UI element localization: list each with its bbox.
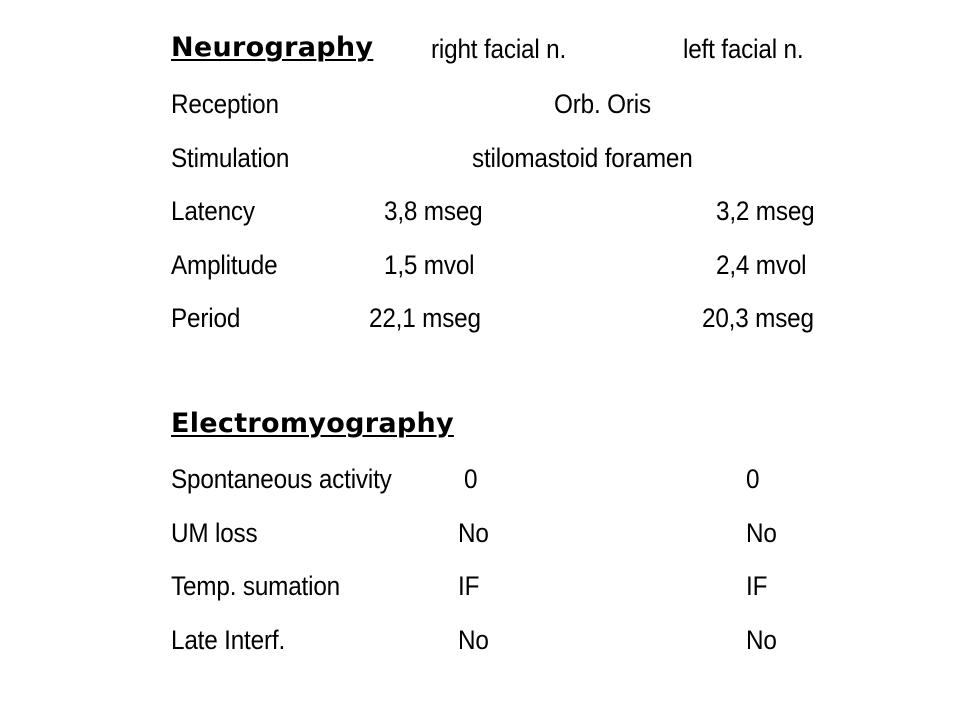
- um-loss-left-value: No: [746, 518, 777, 548]
- amplitude-label: Amplitude: [171, 250, 278, 280]
- column-header-right-facial: right facial n.: [431, 34, 567, 64]
- period-right-value: 22,1 mseg: [369, 303, 481, 333]
- spontaneous-activity-left-value: 0: [746, 464, 760, 494]
- late-interf-left-value: No: [746, 625, 777, 655]
- amplitude-right-value: 1,5 mvol: [384, 250, 475, 280]
- period-label: Period: [171, 303, 241, 333]
- late-interf-right-value: No: [458, 625, 489, 655]
- latency-left-value: 3,2 mseg: [716, 196, 815, 226]
- spontaneous-activity-label: Spontaneous activity: [171, 464, 392, 494]
- reception-value: Orb. Oris: [554, 89, 651, 119]
- latency-label: Latency: [171, 196, 255, 226]
- um-loss-label: UM loss: [171, 518, 258, 548]
- latency-right-value: 3,8 mseg: [384, 196, 483, 226]
- electromyography-heading: Electromyography: [171, 408, 454, 439]
- stimulation-value: stilomastoid foramen: [472, 143, 693, 173]
- late-interf-label: Late Interf.: [171, 625, 286, 655]
- period-left-value: 20,3 mseg: [702, 303, 814, 333]
- temp-sumation-label: Temp. sumation: [171, 571, 341, 601]
- amplitude-left-value: 2,4 mvol: [716, 250, 807, 280]
- um-loss-right-value: No: [458, 518, 489, 548]
- reception-label: Reception: [171, 89, 279, 119]
- stimulation-label: Stimulation: [171, 143, 290, 173]
- column-header-left-facial: left facial n.: [683, 34, 804, 64]
- temp-sumation-right-value: IF: [458, 571, 480, 601]
- neurography-heading: Neurography: [171, 32, 374, 63]
- temp-sumation-left-value: IF: [746, 571, 768, 601]
- spontaneous-activity-right-value: 0: [464, 464, 478, 494]
